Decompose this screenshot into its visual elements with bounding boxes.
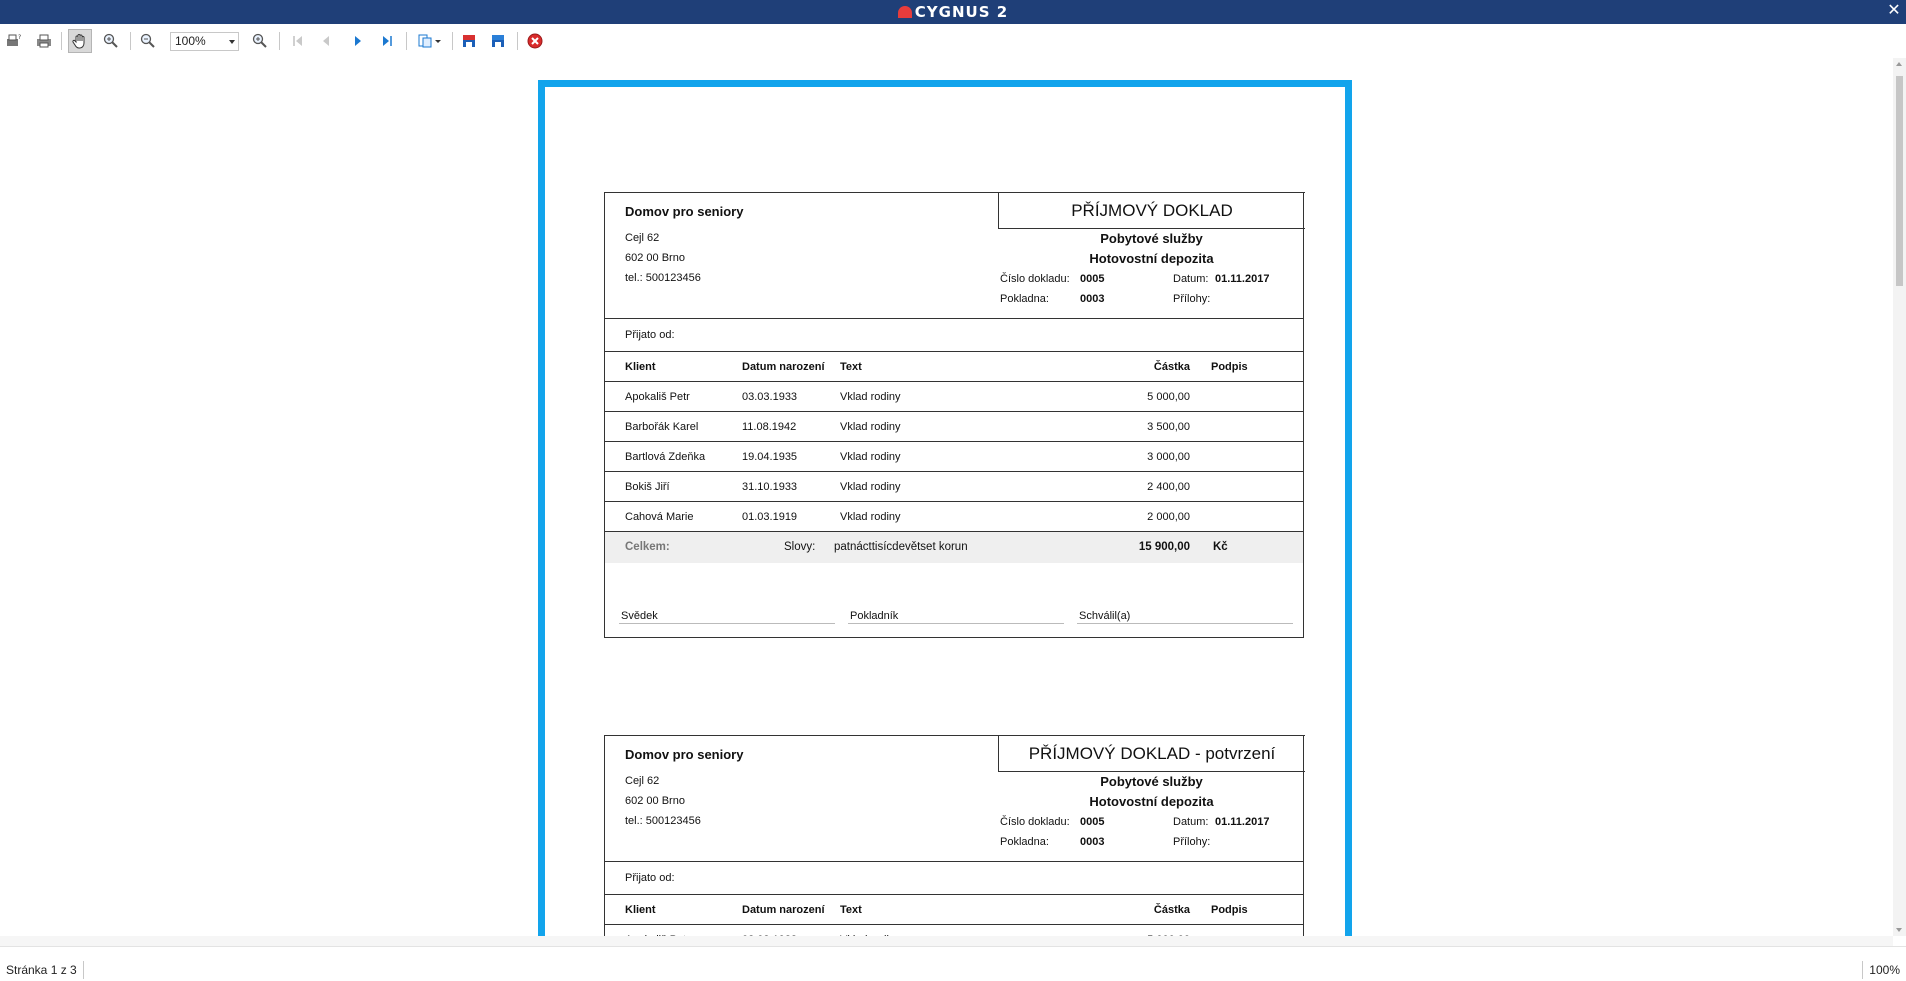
export-pdf-button[interactable]: [457, 29, 481, 53]
status-divider: [83, 961, 84, 979]
first-page-button[interactable]: [286, 29, 310, 53]
first-page-icon: [289, 32, 307, 50]
amount-cell: 2 400,00: [1147, 481, 1190, 493]
received-from-label: Přijato od:: [625, 329, 675, 341]
zoom-tool-button[interactable]: [99, 29, 123, 53]
report-page: [538, 80, 1352, 960]
column-header: Datum narození: [742, 361, 825, 373]
zoom-in-button[interactable]: [248, 29, 272, 53]
status-zoom: 100%: [1869, 963, 1900, 977]
client-cell: Cahová Marie: [625, 511, 694, 523]
amount-cell: 2 000,00: [1147, 511, 1190, 523]
organization-name: Domov pro seniory: [625, 204, 744, 219]
client-cell: Barbořák Karel: [625, 421, 699, 433]
horizontal-scrollbar[interactable]: [0, 936, 1893, 946]
received-from-label: Přijato od:: [625, 872, 675, 884]
toolbar-separator: [130, 32, 131, 50]
toolbar-separator: [279, 32, 280, 50]
zoom-out-button[interactable]: [136, 29, 160, 53]
cash-register-value: 0003: [1080, 293, 1105, 305]
table-row: [605, 442, 1303, 472]
address-line: Cejl 62: [625, 232, 660, 244]
document-subtitle: Pobytové služby: [1100, 774, 1203, 789]
document-subtitle: Hotovostní depozita: [1089, 251, 1214, 266]
table-header: [605, 352, 1303, 382]
zoom-out-icon: [139, 32, 157, 50]
doc-number-label: Číslo dokladu:: [1000, 273, 1070, 285]
received-from: [605, 862, 1303, 895]
table-header: [605, 895, 1303, 925]
total-row: [605, 532, 1303, 563]
text-cell: Vklad rodiny: [840, 511, 901, 523]
organization-name: Domov pro seniory: [625, 747, 744, 762]
toolbar-separator: [517, 32, 518, 50]
birthdate-cell: 11.08.1942: [742, 421, 797, 433]
address-line: tel.: 500123456: [625, 815, 701, 827]
client-cell: Bokiš Jiří: [625, 481, 670, 493]
export-xls-button[interactable]: [486, 29, 510, 53]
birthdate-cell: 31.10.1933: [742, 481, 798, 493]
signature-witness: Svědek: [619, 610, 835, 624]
zoom-tool-icon: [102, 32, 120, 50]
in-words-value: patnácttisícdevětset korun: [834, 541, 968, 553]
toolbar-separator: [452, 32, 453, 50]
attachments-label: Přílohy:: [1173, 836, 1211, 848]
app-logo: [0, 3, 1906, 21]
signature-approved: Schválil(a): [1077, 610, 1293, 624]
toolbar-separator: [406, 32, 407, 50]
receipt-confirmation: [604, 735, 1304, 956]
column-header: Text: [840, 361, 862, 373]
text-cell: Vklad rodiny: [840, 391, 901, 403]
scrollbar-thumb[interactable]: [1896, 76, 1903, 286]
column-header: Klient: [625, 361, 656, 373]
column-header: Částka: [1153, 361, 1190, 373]
hand-icon: [71, 32, 89, 50]
date-value: 01.11.2017: [1215, 816, 1270, 828]
address-line: 602 00 Brno: [625, 252, 685, 264]
birthdate-cell: 03.03.1933: [742, 391, 798, 403]
scroll-up-icon[interactable]: [1896, 62, 1902, 66]
page-layout-button[interactable]: [412, 29, 446, 53]
title-bar: [0, 0, 1906, 24]
page-setup-button[interactable]: [2, 29, 26, 53]
close-preview-button[interactable]: [523, 29, 547, 53]
toolbar-separator: [61, 32, 62, 50]
close-red-icon: [526, 32, 544, 50]
column-header: Podpis: [1211, 904, 1248, 916]
text-cell: Vklad rodiny: [840, 451, 901, 463]
toolbar: [0, 26, 1906, 56]
doc-number-label: Číslo dokladu:: [1000, 816, 1070, 828]
signature-section: [605, 563, 1303, 637]
column-header: Podpis: [1211, 361, 1248, 373]
document-subtitle: Pobytové služby: [1100, 231, 1203, 246]
prev-page-icon: [317, 32, 335, 50]
window-close-button[interactable]: ✕: [1887, 2, 1901, 19]
birthdate-cell: 01.03.1919: [742, 511, 798, 523]
app-title: CYGNUS 2: [914, 3, 1009, 21]
date-label: Datum:: [1173, 273, 1209, 285]
receipt-header: [605, 736, 1303, 862]
next-page-button[interactable]: [346, 29, 370, 53]
pdf-icon: [460, 32, 478, 50]
scroll-down-icon[interactable]: [1896, 928, 1902, 932]
attachments-label: Přílohy:: [1173, 293, 1211, 305]
receipt: [604, 192, 1304, 638]
cash-register-label: Pokladna:: [1000, 836, 1049, 848]
document-subtitle: Hotovostní depozita: [1089, 794, 1214, 809]
zoom-value: 100%: [175, 34, 206, 48]
vertical-scrollbar[interactable]: [1893, 58, 1906, 936]
page-layout-icon: [416, 32, 442, 50]
prev-page-button[interactable]: [314, 29, 338, 53]
cygnus-logo-icon: [898, 6, 912, 18]
last-page-icon: [378, 32, 396, 50]
xls-icon: [489, 32, 507, 50]
client-cell: Apokališ Petr: [625, 391, 690, 403]
column-header: Částka: [1153, 904, 1190, 916]
doc-number-value: 0005: [1080, 816, 1105, 828]
table-row: [605, 472, 1303, 502]
document-title: PŘÍJMOVÝ DOKLAD - potvrzení: [998, 735, 1305, 772]
zoom-select[interactable]: [170, 32, 239, 51]
column-header: Text: [840, 904, 862, 916]
last-page-button[interactable]: [375, 29, 399, 53]
received-from: [605, 319, 1303, 352]
total-label: Celkem:: [625, 541, 670, 553]
column-header: Klient: [625, 904, 656, 916]
document-viewer[interactable]: [0, 58, 1893, 936]
address-line: 602 00 Brno: [625, 795, 685, 807]
amount-cell: 3 500,00: [1147, 421, 1190, 433]
date-value: 01.11.2017: [1215, 273, 1270, 285]
page-setup-icon: [5, 32, 23, 50]
zoom-in-icon: [251, 32, 269, 50]
address-line: tel.: 500123456: [625, 272, 701, 284]
cash-register-value: 0003: [1080, 836, 1105, 848]
next-page-icon: [349, 32, 367, 50]
birthdate-cell: 19.04.1935: [742, 451, 798, 463]
column-header: Datum narození: [742, 904, 825, 916]
currency: Kč: [1213, 541, 1228, 553]
status-divider: [1862, 961, 1863, 979]
table-row: [605, 382, 1303, 412]
status-bar: [0, 946, 1906, 981]
doc-number-value: 0005: [1080, 273, 1105, 285]
svg-text:?: ?: [18, 34, 22, 41]
text-cell: Vklad rodiny: [840, 421, 901, 433]
address-line: Cejl 62: [625, 775, 660, 787]
print-button[interactable]: [32, 29, 56, 53]
table-row: [605, 412, 1303, 442]
document-title: PŘÍJMOVÝ DOKLAD: [998, 192, 1305, 229]
in-words-label: Slovy:: [784, 541, 816, 553]
amount-cell: 3 000,00: [1147, 451, 1190, 463]
client-cell: Bartlová Zdeňka: [625, 451, 706, 463]
total-amount: 15 900,00: [1138, 541, 1190, 553]
signature-cashier: Pokladník: [848, 610, 1064, 624]
text-cell: Vklad rodiny: [840, 481, 901, 493]
table-row: [605, 502, 1303, 532]
amount-cell: 5 000,00: [1147, 391, 1190, 403]
hand-tool-button[interactable]: [68, 29, 92, 53]
chevron-down-icon: [229, 40, 235, 44]
receipt-header: [605, 193, 1303, 319]
page-indicator: Stránka 1 z 3: [6, 963, 77, 977]
cash-register-label: Pokladna:: [1000, 293, 1049, 305]
date-label: Datum:: [1173, 816, 1209, 828]
print-icon: [35, 32, 53, 50]
